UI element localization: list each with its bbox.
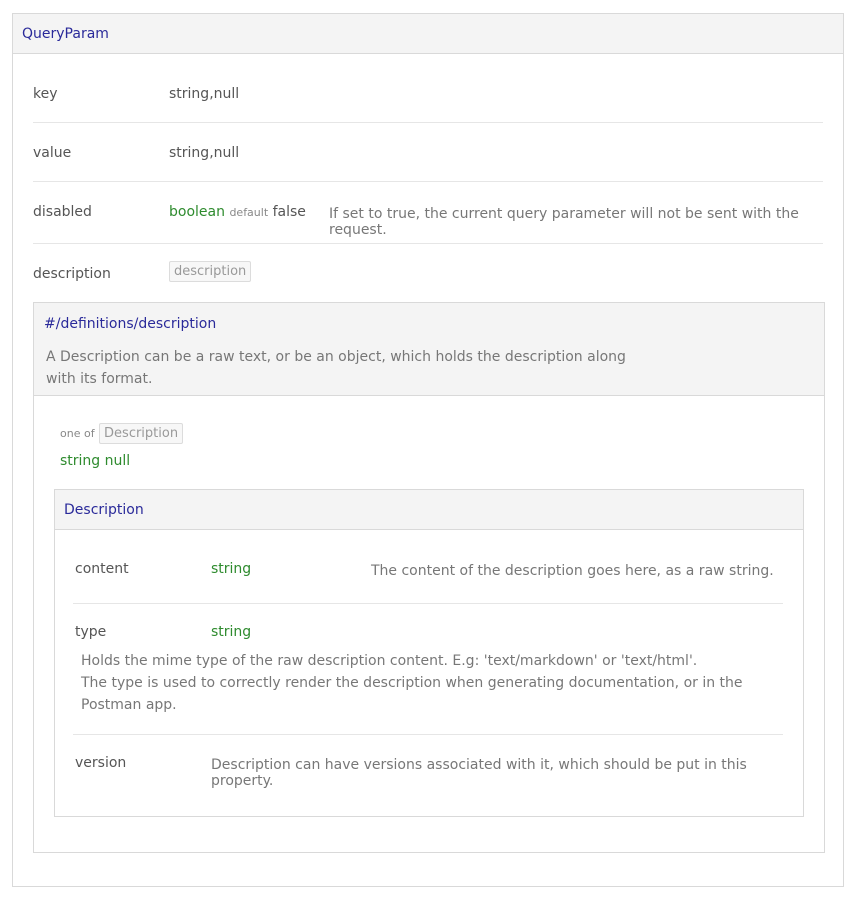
property-row-description xyxy=(33,244,823,300)
property-row-disabled xyxy=(33,182,823,244)
property-name: type xyxy=(75,624,107,640)
one-of-label: one of xyxy=(60,427,95,440)
property-type: string,null xyxy=(169,86,240,102)
description-object-box xyxy=(54,489,804,817)
property-name: value xyxy=(33,145,72,161)
property-type: boolean xyxy=(169,204,225,220)
one-of-tag[interactable]: Description xyxy=(99,423,183,444)
card-title: QueryParam xyxy=(13,14,843,54)
object-title: Description xyxy=(55,490,803,530)
property-row-key xyxy=(33,55,823,123)
description-line: The type is used to correctly render the description when generating documentation, or in the xyxy=(81,675,743,691)
property-description: The content of the description goes here, as a raw string. xyxy=(371,563,774,579)
property-description xyxy=(81,650,743,716)
property-type: string xyxy=(211,561,252,577)
property-name: content xyxy=(75,561,129,577)
definition-types: string null xyxy=(60,453,131,469)
property-row-value xyxy=(33,123,823,182)
ref-tag-wrap xyxy=(169,261,251,282)
property-name: description xyxy=(33,266,111,282)
definition-description: A Description can be a raw text, or be an object, which holds the description along with its format. xyxy=(46,349,626,387)
property-row-type xyxy=(73,604,783,735)
definition-ref-link[interactable]: #/definitions/description xyxy=(44,316,217,332)
property-type: string,null xyxy=(169,145,240,161)
property-row-content xyxy=(73,531,783,604)
ref-tag[interactable]: description xyxy=(169,261,251,282)
property-name: key xyxy=(33,86,58,102)
default-label: default xyxy=(229,206,269,219)
one-of-group xyxy=(60,423,183,444)
definition-box xyxy=(33,302,825,853)
property-description: If set to true, the current query parameter will not be sent with the request. xyxy=(329,206,799,238)
description-line: Holds the mime type of the raw description content. E.g: 'text/markdown' or 'text/html'. xyxy=(81,653,698,669)
property-name: disabled xyxy=(33,204,92,220)
query-param-card xyxy=(12,13,844,887)
description-line: Postman app. xyxy=(81,697,177,713)
property-type: string xyxy=(211,624,252,640)
default-value: false xyxy=(272,204,306,220)
property-type-group xyxy=(169,204,306,220)
definition-header xyxy=(34,303,824,396)
property-description: Description can have versions associated with it, which should be put in this property. xyxy=(211,757,747,789)
property-name: version xyxy=(75,755,127,771)
property-row-version xyxy=(73,735,783,795)
